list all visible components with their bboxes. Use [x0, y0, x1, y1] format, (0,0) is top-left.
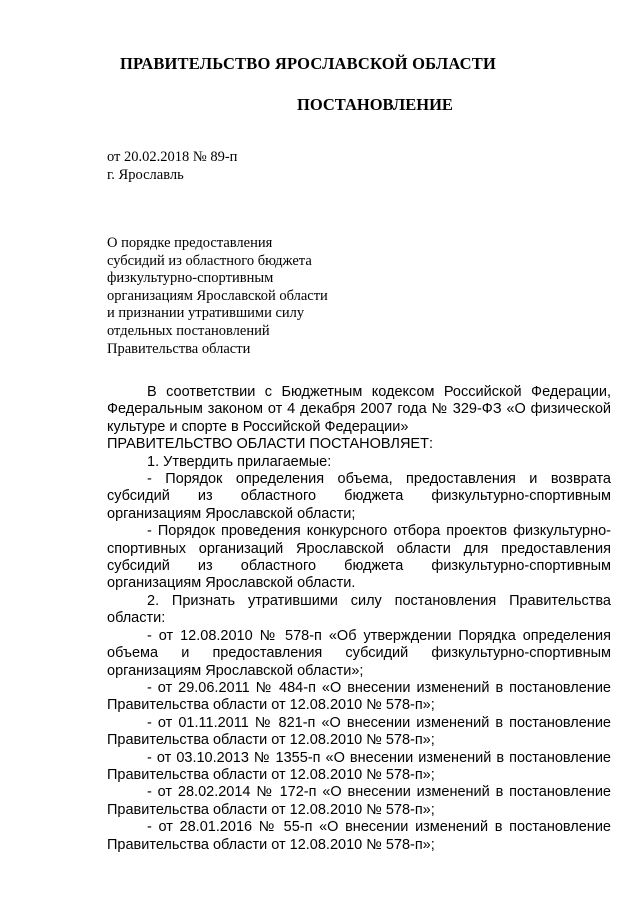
subject-line: субсидий из областного бюджета — [107, 252, 312, 269]
repealed-item: - от 28.01.2016 № 55-п «О внесении изменений в постановление Правительства области от 12.08.2010 № 578-п»; — [107, 819, 611, 853]
subject-line: О порядке предоставления — [107, 235, 273, 251]
item-1: 1. Утвердить прилагаемые: — [147, 453, 332, 470]
city: г. Ярославль — [107, 167, 184, 183]
resolution-statement: ПРАВИТЕЛЬСТВО ОБЛАСТИ ПОСТАНОВЛЯЕТ: — [107, 436, 433, 453]
item-1-a: - Порядок определения объема, предоставления и возврата субсидий из областного бюджета физкультурно-спортивным организациям Ярославской области; — [107, 471, 611, 522]
repealed-item: - от 12.08.2010 № 578-п «Об утверждении Порядка определения объема и предоставления субсидий физкультурно-спортивным организациям Ярославской области»; — [107, 627, 611, 679]
document-meta — [107, 148, 237, 184]
repealed-item: - от 29.06.2011 № 484-п «О внесении изменений в постановление Правительства области от 12.08.2010 № 578-п»; — [107, 679, 611, 714]
date-number: от 20.02.2018 № 89-п — [107, 149, 238, 165]
repealed-item: - от 01.11.2011 № 821-п «О внесении изменений в постановление Правительства области от 12.08.2010 № 578-п»; — [107, 714, 611, 749]
subject-line: и признании утратившими силу — [107, 305, 305, 322]
document-type: ПОСТАНОВЛЕНИЕ — [297, 95, 453, 114]
subject-line: отдельных постановлений — [107, 322, 270, 339]
repealed-item: - от 28.02.2014 № 172-п «О внесении изменений в постановление Правительства области от 12.08.2010 № 578-п»; — [107, 784, 611, 818]
preamble: В соответствии с Бюджетным кодексом Российской Федерации, Федеральным законом от 4 декабря 2007 года № 329-ФЗ «О физической культуре и спорте в Российской Федерации» — [107, 384, 611, 435]
document-subject — [107, 235, 328, 358]
organization-title: ПРАВИТЕЛЬСТВО ЯРОСЛАВСКОЙ ОБЛАСТИ — [120, 54, 497, 73]
item-1-b: - Порядок проведения конкурсного отбора проектов физкультурно-спортивных организаций Ярославской области для предоставления субсидий из областного бюджета физкультурно-спортивным организациям Ярославской области. — [107, 523, 611, 592]
subject-line: организациям Ярославской области — [107, 287, 328, 304]
subject-line: Правительства области — [107, 340, 251, 357]
document-body — [107, 384, 611, 854]
item-2: 2. Признать утратившими силу постановления Правительства области: — [107, 592, 611, 627]
subject-line: физкультурно-спортивным — [107, 270, 274, 287]
repealed-item: - от 03.10.2013 № 1355-п «О внесении изменений в постановление Правительства области от 12.08.2010 № 578-п»; — [107, 749, 611, 783]
